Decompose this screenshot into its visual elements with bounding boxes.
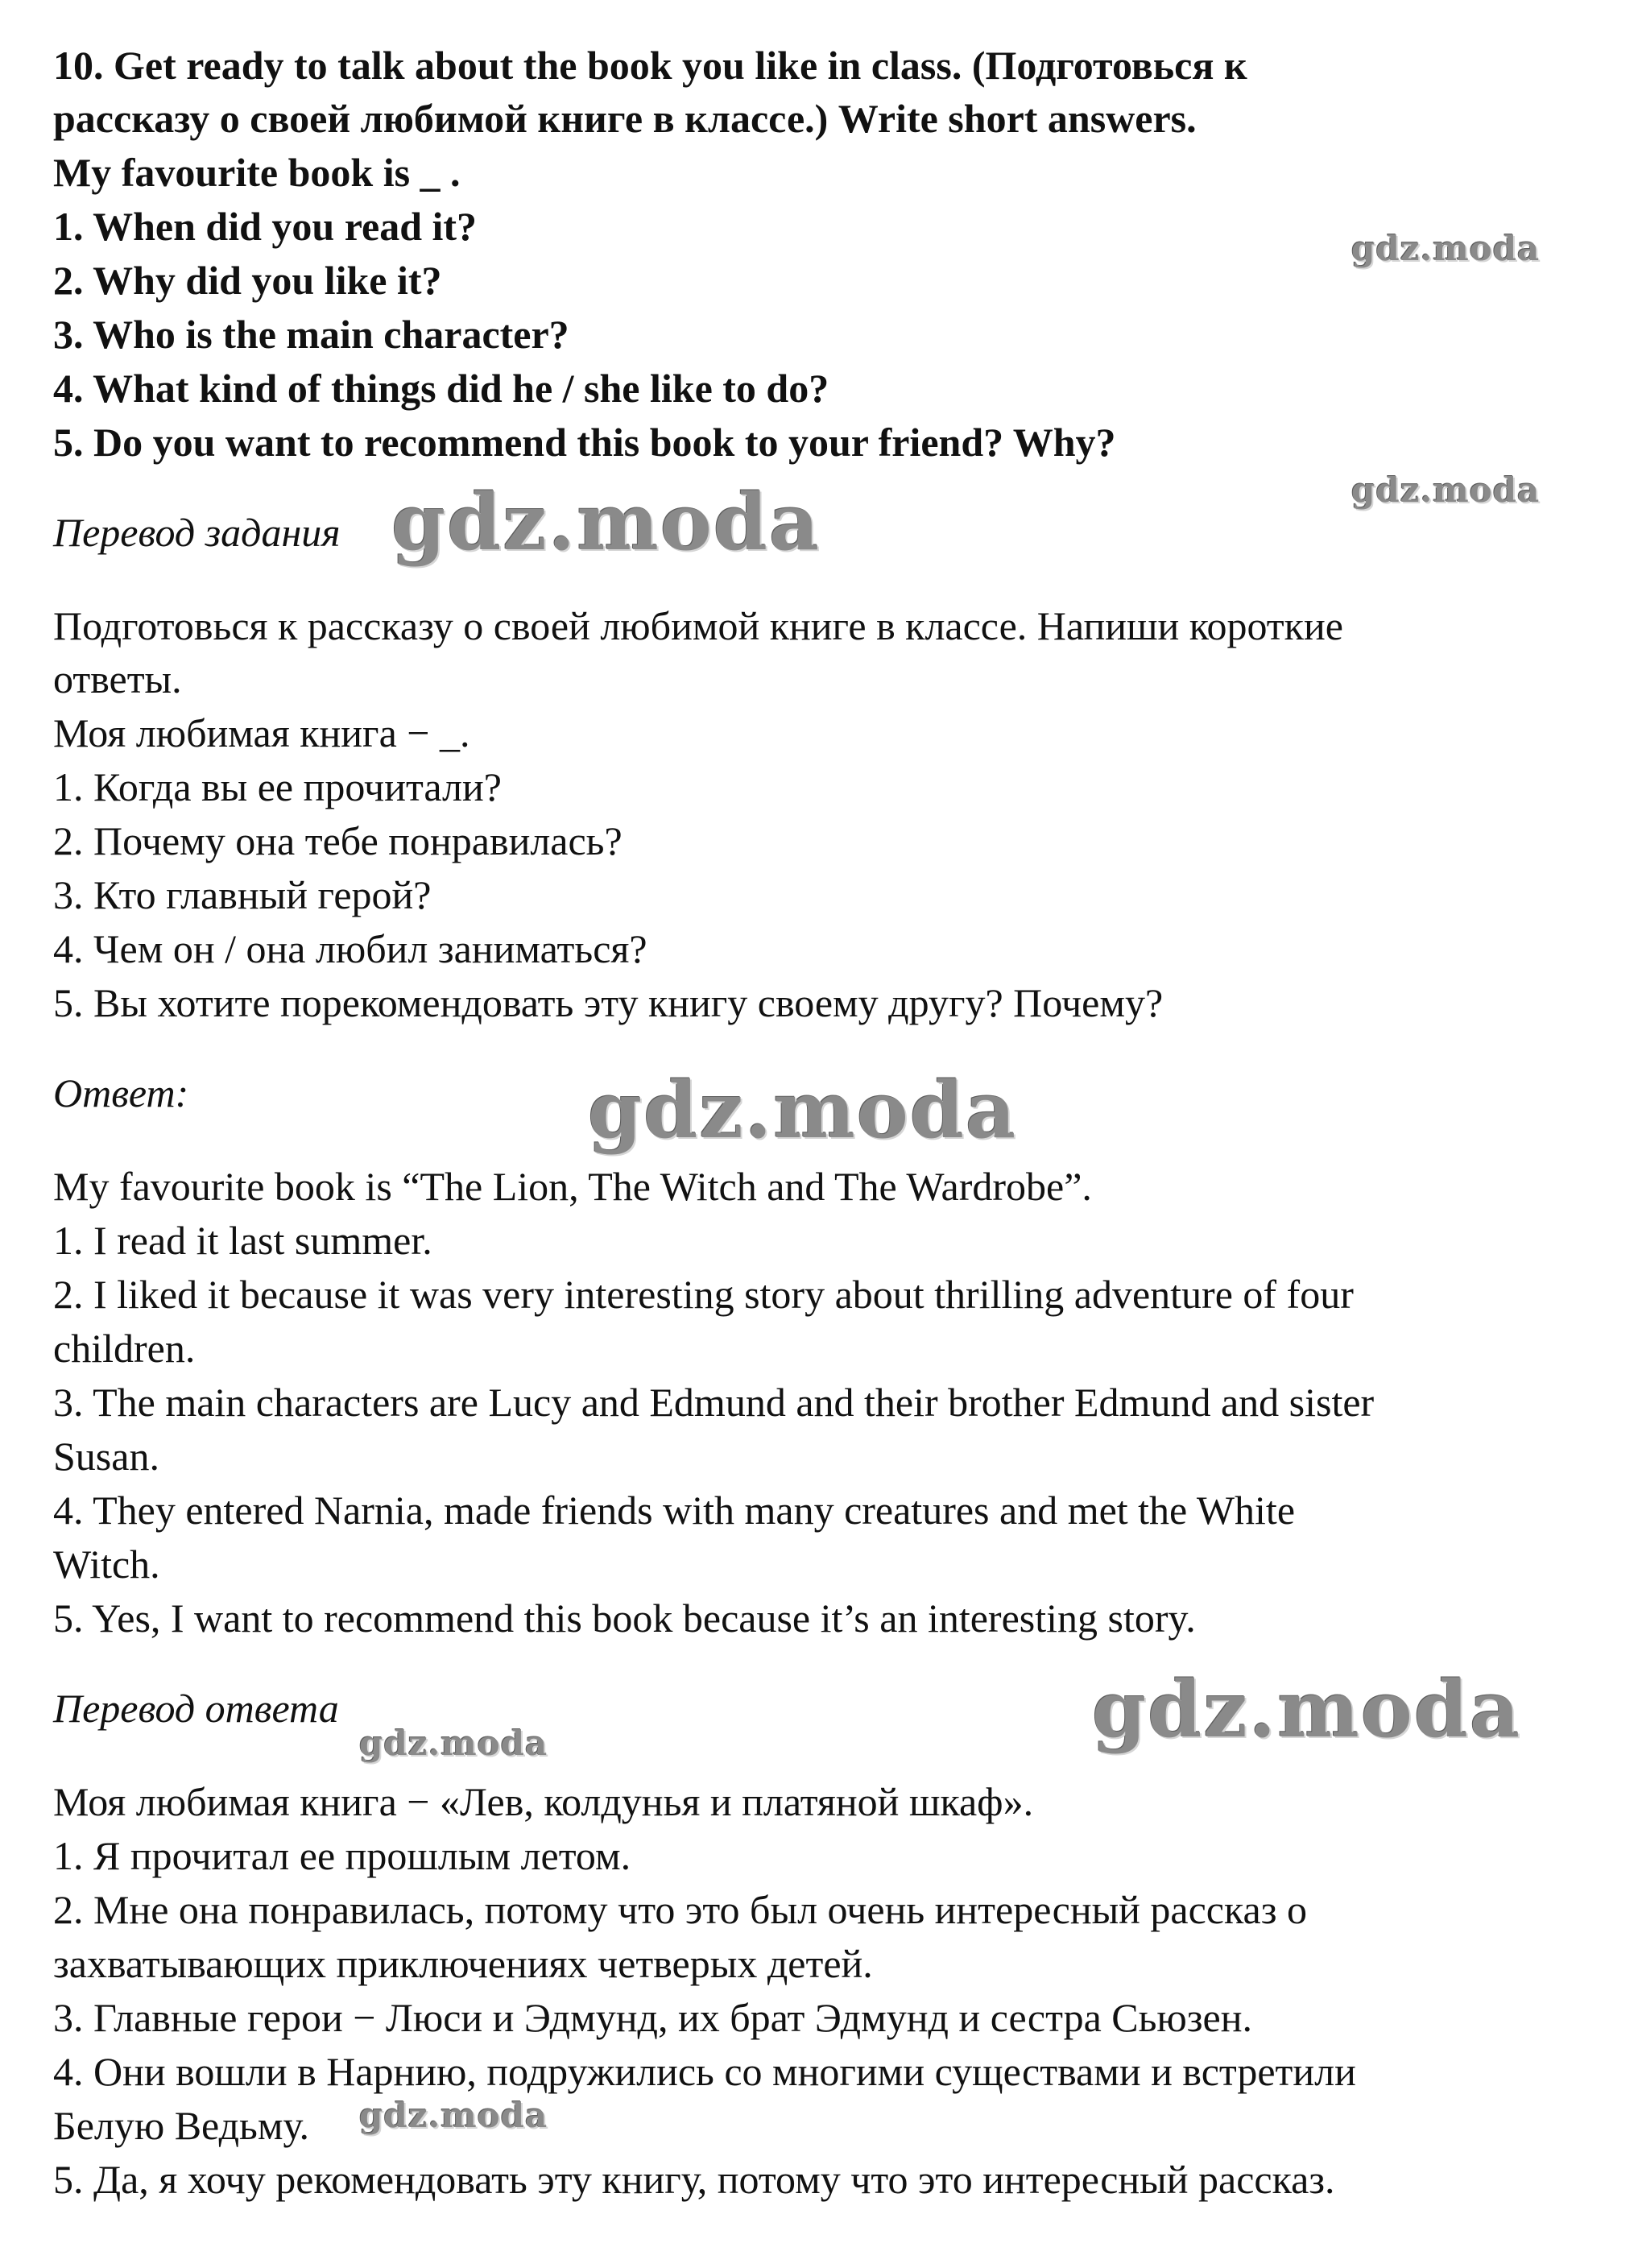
watermark: gdz.moda	[1351, 229, 1541, 268]
task-question-3: 3. Who is the main character?	[53, 312, 569, 357]
answer-label: Ответ:	[53, 1070, 189, 1115]
task-intro: My favourite book is _ .	[53, 150, 461, 195]
answer-translation-3: 3. Главные герои − Люси и Эдмунд, их брат Эдмунд и сестра Сьюзен.	[53, 1995, 1252, 2040]
task-translation-line-1: Подготовься к рассказу о своей любимой книге в классе. Напиши короткие	[53, 603, 1343, 648]
task-translation-question-2: 2. Почему она тебе понравилась?	[53, 818, 623, 863]
answer-3-line-2: Susan.	[53, 1434, 159, 1479]
task-translation-question-5: 5. Вы хотите порекомендовать эту книгу своему другу? Почему?	[53, 980, 1164, 1025]
answer-translation-4-line-1: 4. Они вошли в Нарнию, подружились со многими существами и встретили	[53, 2049, 1356, 2094]
answer-5: 5. Yes, I want to recommend this book because it’s an interesting story.	[53, 1595, 1196, 1641]
answer-4-line-1: 4. They entered Narnia, made friends with many creatures and met the White	[53, 1488, 1296, 1533]
answer-intro: My favourite book is “The Lion, The Witch and The Wardrobe”.	[53, 1164, 1092, 1209]
answer-2-line-1: 2. I liked it because it was very interesting story about thrilling adventure of four	[53, 1272, 1354, 1317]
watermark: gdz.moda	[391, 477, 821, 568]
task-translation-line-2: ответы.	[53, 656, 182, 702]
task-translation-intro: Моя любимая книга − _.	[53, 710, 470, 755]
task-translation-question-1: 1. Когда вы ее прочитали?	[53, 764, 502, 809]
task-translation-question-3: 3. Кто главный герой?	[53, 872, 432, 917]
answer-3-line-1: 3. The main characters are Lucy and Edmund and their brother Edmund and sister	[53, 1380, 1375, 1425]
task-question-5: 5. Do you want to recommend this book to your friend? Why?	[53, 420, 1116, 465]
task-translation-label: Перевод задания	[53, 510, 341, 555]
answer-translation-5: 5. Да, я хочу рекомендовать эту книгу, потому что это интересный рассказ.	[53, 2157, 1335, 2202]
task-question-1: 1. When did you read it?	[53, 204, 478, 249]
watermark: gdz.moda	[588, 1065, 1018, 1156]
answer-4-line-2: Witch.	[53, 1542, 160, 1587]
watermark: gdz.moda	[1092, 1664, 1522, 1755]
answer-translation-2-line-1: 2. Мне она понравилась, потому что это был очень интересный рассказ о	[53, 1887, 1307, 1932]
answer-1: 1. I read it last summer.	[53, 1218, 432, 1263]
answer-translation-4-line-2: Белую Ведьму.	[53, 2103, 309, 2148]
answer-2-line-2: children.	[53, 1326, 196, 1371]
watermark: gdz.moda	[1351, 470, 1541, 510]
answer-translation-2-line-2: захватывающих приключениях четверых детей.	[53, 1941, 873, 1986]
answer-translation-1: 1. Я прочитал ее прошлым летом.	[53, 1833, 631, 1878]
task-heading-line-1: 10. Get ready to talk about the book you like in class. (Подготовься к	[53, 43, 1247, 88]
task-question-4: 4. What kind of things did he / she like to do?	[53, 366, 829, 411]
answer-translation-label: Перевод ответа	[53, 1686, 339, 1731]
watermark: gdz.moda	[359, 2096, 548, 2135]
answer-translation-intro: Моя любимая книга − «Лев, колдунья и платяной шкаф».	[53, 1779, 1034, 1824]
task-question-2: 2. Why did you like it?	[53, 258, 442, 303]
watermark: gdz.moda	[359, 1724, 548, 1763]
task-heading-line-2: рассказу о своей любимой книге в классе.) Write short answers.	[53, 96, 1197, 141]
task-translation-question-4: 4. Чем он / она любил заниматься?	[53, 926, 647, 971]
